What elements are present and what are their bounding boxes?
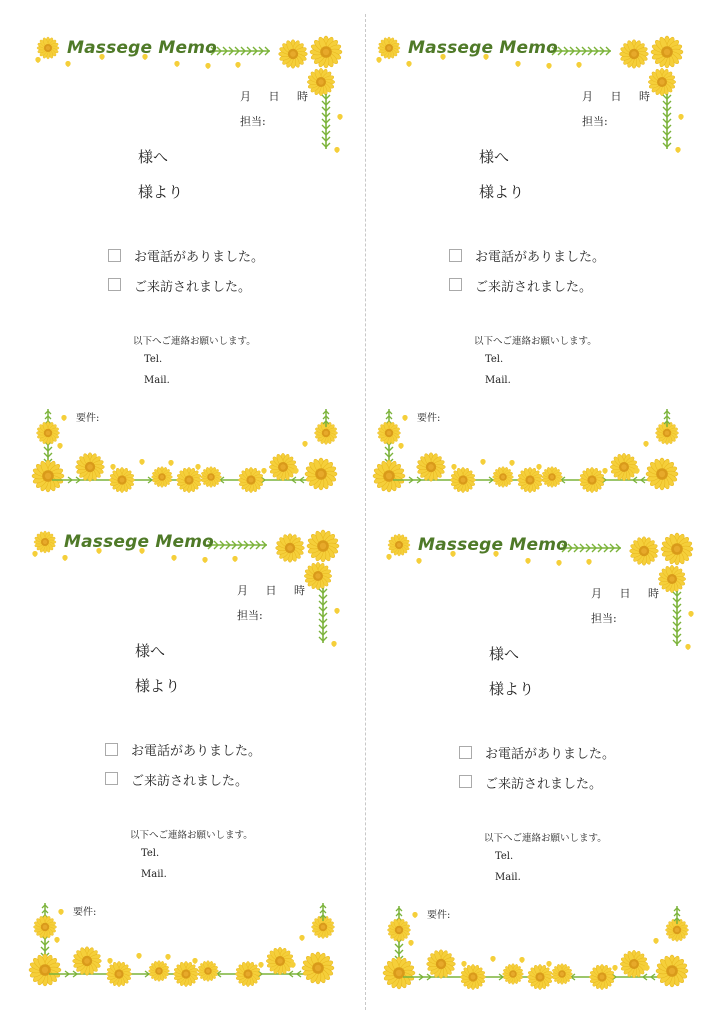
phone-call-checkbox[interactable] [449, 249, 462, 262]
date-row [240, 88, 308, 104]
phone-call-checkbox[interactable] [108, 249, 121, 262]
staff-label: 担当: [582, 115, 608, 128]
memo-card-3 [27, 524, 367, 1004]
subject-label: 要件: [73, 907, 97, 918]
hour-label: 時 [639, 90, 650, 103]
phone-call-checkbox[interactable] [105, 743, 118, 756]
subject-label: 要件: [417, 413, 441, 424]
memo-card-4 [381, 527, 721, 1007]
mail-label: Mail. [495, 872, 521, 883]
month-label: 月 [237, 584, 248, 597]
day-label: 日 [268, 90, 280, 103]
phone-call-label: お電話がありました。 [485, 747, 616, 762]
memo-title: Massege Memo [64, 532, 215, 552]
daisy-decoration [30, 30, 370, 510]
hour-label: 時 [648, 587, 659, 600]
day-label: 日 [619, 587, 631, 600]
month-label: 月 [591, 587, 602, 600]
day-label: 日 [265, 584, 277, 597]
tel-label: Tel. [141, 848, 160, 859]
memo-card-1 [30, 30, 370, 510]
visit-label: ご来訪されました。 [131, 774, 249, 789]
tel-label: Tel. [144, 354, 163, 365]
contact-request: 以下へご連絡お願いします。 [474, 336, 597, 347]
mail-label: Mail. [485, 375, 511, 386]
from-label: 様より [135, 677, 181, 695]
date-row [582, 88, 650, 104]
staff-label: 担当: [237, 609, 263, 622]
visit-checkbox[interactable] [449, 278, 462, 291]
phone-call-checkbox[interactable] [459, 746, 472, 759]
phone-call-label: お電話がありました。 [134, 250, 265, 265]
contact-request: 以下へご連絡お願いします。 [133, 336, 256, 347]
month-label: 月 [240, 90, 251, 103]
from-label: 様より [138, 183, 184, 201]
visit-label: ご来訪されました。 [475, 280, 593, 295]
memo-card-2 [371, 30, 711, 510]
to-label: 様へ [479, 148, 510, 166]
month-label: 月 [582, 90, 593, 103]
mail-label: Mail. [144, 375, 170, 386]
visit-checkbox[interactable] [105, 772, 118, 785]
memo-title: Massege Memo [408, 38, 559, 58]
daisy-decoration [381, 527, 721, 1007]
contact-request: 以下へご連絡お願いします。 [484, 833, 607, 844]
date-row [237, 582, 305, 598]
from-label: 様より [489, 680, 535, 698]
memo-title: Massege Memo [67, 38, 218, 58]
day-label: 日 [610, 90, 622, 103]
visit-checkbox[interactable] [459, 775, 472, 788]
visit-label: ご来訪されました。 [485, 777, 603, 792]
visit-checkbox[interactable] [108, 278, 121, 291]
subject-label: 要件: [427, 910, 451, 921]
to-label: 様へ [489, 645, 520, 663]
daisy-decoration [371, 30, 711, 510]
staff-label: 担当: [240, 115, 266, 128]
phone-call-label: お電話がありました。 [475, 250, 606, 265]
from-label: 様より [479, 183, 525, 201]
visit-label: ご来訪されました。 [134, 280, 252, 295]
daisy-decoration [27, 524, 367, 1004]
to-label: 様へ [135, 642, 166, 660]
hour-label: 時 [297, 90, 308, 103]
contact-request: 以下へご連絡お願いします。 [130, 830, 253, 841]
subject-label: 要件: [76, 413, 100, 424]
tel-label: Tel. [485, 354, 504, 365]
date-row [591, 585, 659, 601]
to-label: 様へ [138, 148, 169, 166]
memo-title: Massege Memo [418, 535, 569, 555]
mail-label: Mail. [141, 869, 167, 880]
hour-label: 時 [294, 584, 305, 597]
tel-label: Tel. [495, 851, 514, 862]
staff-label: 担当: [591, 612, 617, 625]
phone-call-label: お電話がありました。 [131, 744, 262, 759]
